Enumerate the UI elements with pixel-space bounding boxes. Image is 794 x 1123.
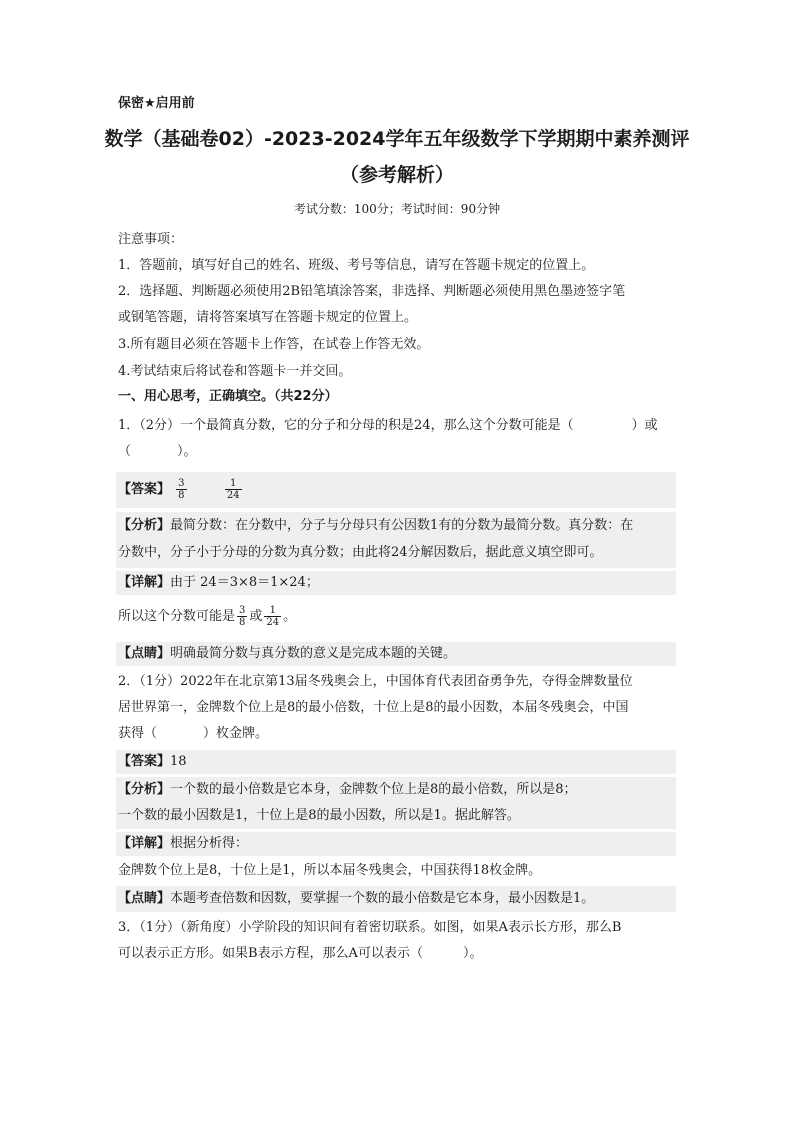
q1-detail-fraction-2: $\frac{1}{24}$ [266, 605, 280, 628]
q1-answer-fraction-2: $\frac{1}{24}$ [226, 478, 240, 501]
q1-stem-line1: 1．（2分）一个最简真分数，它的分子和分母的积是24，那么这个分数可能是（ ）或 [118, 418, 658, 433]
q1-detail-fraction-1: $\frac{3}{8}$ [239, 605, 246, 628]
notice-item-4: 4.考试结束后将试卷和答题卡一并交回。 [118, 364, 352, 379]
q3-stem-line2: 可以表示正方形。如果B表示方程，那么A可以表示（ ）。 [118, 946, 483, 961]
q2-detail-line1: 【详解】根据分析得： [118, 836, 249, 851]
exam-meta: 考试分数：100分；考试时间：90分钟 [293, 202, 501, 216]
notice-item-3: 3.所有题目必须在答题卡上作答，在试卷上作答无效。 [118, 337, 430, 352]
page-title: 数学（基础卷02）-2023-2024学年五年级数学下学期期中素养测评 [104, 128, 690, 150]
q1-answer-fraction-1: $\frac{3}{8}$ [178, 478, 185, 501]
page-subtitle: （参考解析） [339, 164, 454, 186]
q1-answer: 【答案】 $\frac{3}{8}$ $\frac{1}{24}$ [118, 478, 240, 501]
q2-detail-line2: 金牌数个位上是8，十位上是1，所以本届冬残奥会，中国获得18枚金牌。 [118, 863, 542, 878]
q1-analysis-line2: 分数中，分子小于分母的分数为真分数；由此将24分解因数后，据此意义填空即可。 [118, 545, 603, 560]
q2-comment: 【点睛】本题考查倍数和因数，要掌握一个数的最小倍数是它本身，最小因数是1。 [118, 891, 595, 906]
q2-stem-line2: 居世界第一，金牌数个位上是8的最小倍数，十位上是8的最小因数，本届冬残奥会，中国 [118, 700, 629, 715]
notice-heading: 注意事项： [118, 232, 184, 247]
q1-detail-line2: 所以这个分数可能是 $\frac{3}{8}$ 或 $\frac{1}{24}$ 。 [118, 605, 297, 628]
q2-answer-block [116, 750, 676, 774]
q2-stem-line3: 获得（ ）枚金牌。 [118, 726, 269, 741]
section-heading: 一、用心思考，正确填空。（共22分） [118, 389, 338, 404]
q1-comment: 【点睛】明确最简分数与真分数的意义是完成本题的关键。 [118, 646, 457, 661]
q1-analysis-line1: 【分析】最简分数：在分数中，分子与分母只有公因数1有的分数为最简分数。真分数：在 [118, 518, 634, 533]
notice-item-2b: 或钢笔答题，请将答案填写在答题卡规定的位置上。 [118, 310, 418, 325]
q3-stem-line1: 3．（1分）（新角度）小学阶段的知识间有着密切联系。如图，如果A表示长方形，那么B [118, 920, 622, 935]
q2-answer: 【答案】18 [118, 754, 187, 769]
q1-stem-line2: （ ）。 [118, 444, 197, 459]
confidential-label: 保密★启用前 [118, 96, 195, 111]
notice-item-2a: 2．选择题、判断题必须使用2B铅笔填涂答案，非选择、判断题必须使用黑色墨迹签字笔 [118, 284, 626, 299]
q1-detail-line1: 【详解】由于 24＝3×8＝1×24； [118, 575, 319, 590]
notice-item-1: 1．答题前，填写好自己的姓名、班级、考号等信息，请写在答题卡规定的位置上。 [118, 258, 595, 273]
q2-analysis-line2: 一个数的最小因数是1，十位上是8的最小因数，所以是1。据此解答。 [118, 808, 520, 823]
q2-stem-line1: 2．（1分）2022年在北京第13届冬残奥会上，中国体育代表团奋勇争先，夺得金牌数量位 [118, 674, 633, 689]
q2-analysis-line1: 【分析】一个数的最小倍数是它本身，金牌数个位上是8的最小倍数，所以是8； [118, 782, 577, 797]
